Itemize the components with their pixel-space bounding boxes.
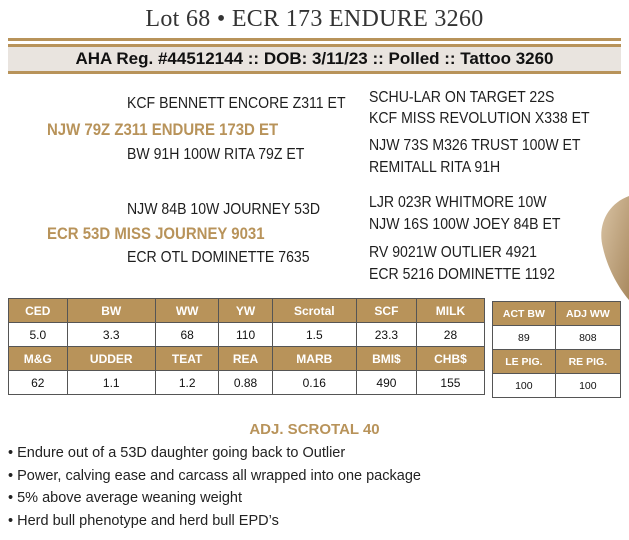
- epd-value-cell: 68: [155, 323, 219, 347]
- actual-measures-table: [492, 301, 621, 398]
- list-item: • Power, calving ease and carcass all wrapped into one package: [8, 465, 421, 488]
- epd-value-cell: 5.0: [9, 323, 68, 347]
- pedigree-right-item: REMITALL RITA 91H: [369, 159, 501, 176]
- epd-value-cell: 1.2: [155, 371, 219, 395]
- epd-header-cell: BW: [67, 299, 155, 323]
- epd-header-cell: SCF: [356, 299, 416, 323]
- pedigree-sire: NJW 79Z Z311 ENDURE 173D ET: [47, 120, 279, 139]
- epd-header-cell: CHB$: [416, 347, 484, 371]
- adj-scrotal-heading: ADJ. SCROTAL 40: [249, 421, 380, 438]
- epd-value-cell: 155: [416, 371, 484, 395]
- epd-value-cell: 110: [219, 323, 272, 347]
- epd-header-row: [9, 347, 485, 371]
- epd-value-cell: 23.3: [356, 323, 416, 347]
- pedigree-dam: ECR 53D MISS JOURNEY 9031: [47, 224, 265, 243]
- epd-header-cell: WW: [155, 299, 219, 323]
- epd-table: [8, 298, 485, 395]
- epd-header-cell: UDDER: [67, 347, 155, 371]
- epd-header-cell: TEAT: [155, 347, 219, 371]
- epd-header-cell: CED: [9, 299, 68, 323]
- list-item: • Herd bull phenotype and herd bull EPD’s: [8, 510, 421, 533]
- list-item: • 5% above average weaning weight: [8, 487, 421, 510]
- actual-header-cell: ADJ WW: [555, 302, 620, 326]
- epd-value-cell: 3.3: [67, 323, 155, 347]
- epd-value-cell: 0.88: [219, 371, 272, 395]
- pedigree-right-item: ECR 5216 DOMINETTE 1192: [369, 266, 555, 283]
- epd-header-cell: Scrotal: [272, 299, 356, 323]
- pedigree-right-item: LJR 023R WHITMORE 10W: [369, 194, 547, 211]
- epd-value-cell: 490: [356, 371, 416, 395]
- title-divider: [8, 38, 621, 41]
- lot-title: Lot 68 • ECR 173 ENDURE 3260: [145, 6, 484, 32]
- pedigree-right-item: KCF MISS REVOLUTION X338 ET: [369, 110, 590, 127]
- epd-header-cell: REA: [219, 347, 272, 371]
- actual-value-row: [493, 374, 621, 398]
- epd-header-row: [9, 299, 485, 323]
- epd-value-row: [9, 371, 485, 395]
- actual-header-row: [493, 350, 621, 374]
- epd-header-cell: MARB: [272, 347, 356, 371]
- epd-value-cell: 0.16: [272, 371, 356, 395]
- pedigree-right-item: NJW 16S 100W JOEY 84B ET: [369, 216, 561, 233]
- actual-value-cell: 100: [493, 374, 556, 398]
- actual-header-cell: RE PIG.: [555, 350, 620, 374]
- epd-value-row: [9, 323, 485, 347]
- list-item: • Endure out of a 53D daughter going back to Outlier: [8, 442, 421, 465]
- epd-value-cell: 28: [416, 323, 484, 347]
- epd-value-cell: 1.5: [272, 323, 356, 347]
- highlights-list: [8, 442, 421, 532]
- actual-header-cell: ACT BW: [493, 302, 556, 326]
- pedigree-dam-sire: NJW 84B 10W JOURNEY 53D: [127, 201, 321, 218]
- registration-bar: AHA Reg. #44512144 :: DOB: 3/11/23 :: Polled :: Tattoo 3260: [8, 44, 621, 74]
- epd-value-cell: 62: [9, 371, 68, 395]
- epd-header-cell: YW: [219, 299, 272, 323]
- pedigree-right-item: RV 9021W OUTLIER 4921: [369, 244, 537, 261]
- bull-photo-image: [577, 196, 629, 316]
- actual-value-cell: 100: [555, 374, 620, 398]
- actual-value-row: [493, 326, 621, 350]
- epd-header-cell: MILK: [416, 299, 484, 323]
- actual-header-row: [493, 302, 621, 326]
- actual-header-cell: LE PIG.: [493, 350, 556, 374]
- pedigree-dam-dam: ECR OTL DOMINETTE 7635: [127, 249, 310, 266]
- actual-value-cell: 808: [555, 326, 620, 350]
- epd-header-cell: M&G: [9, 347, 68, 371]
- pedigree-sire-sire: KCF BENNETT ENCORE Z311 ET: [127, 95, 346, 112]
- pedigree-sire-dam: BW 91H 100W RITA 79Z ET: [127, 146, 305, 163]
- actual-value-cell: 89: [493, 326, 556, 350]
- epd-value-cell: 1.1: [67, 371, 155, 395]
- pedigree-right-item: NJW 73S M326 TRUST 100W ET: [369, 137, 581, 154]
- epd-header-cell: BMI$: [356, 347, 416, 371]
- pedigree-right-item: SCHU-LAR ON TARGET 22S: [369, 89, 555, 106]
